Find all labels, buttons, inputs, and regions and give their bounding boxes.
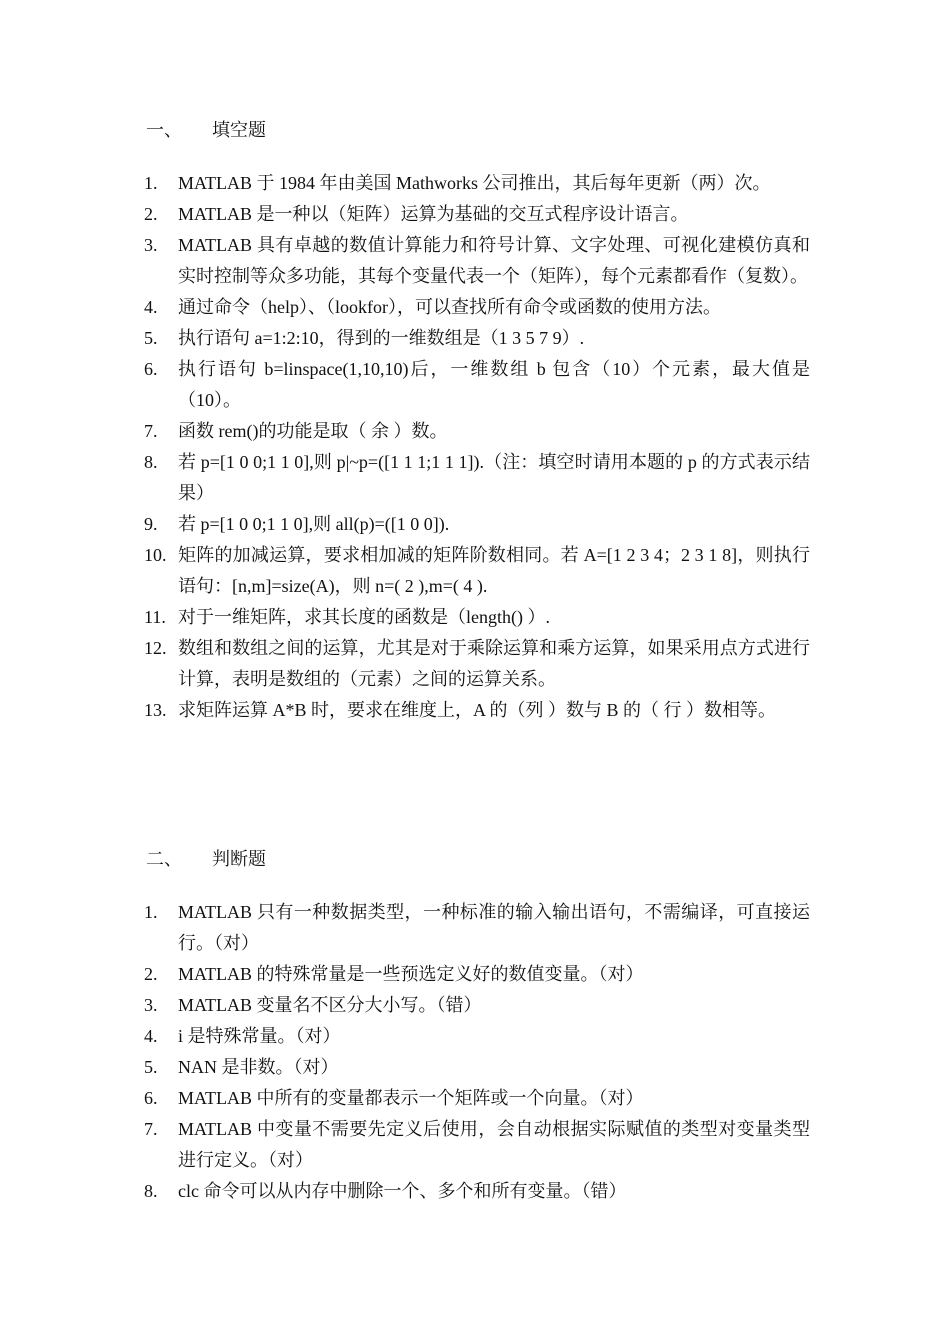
item-text: MATLAB 中变量不需要先定义后使用，会自动根据实际赋值的类型对变量类型进行定义。（对）: [178, 1119, 810, 1170]
list-item: [140, 602, 810, 633]
list-item: [140, 695, 810, 726]
list-item: [140, 1114, 810, 1176]
list-item: [140, 416, 810, 447]
item-text: 矩阵的加减运算，要求相加减的矩阵阶数相同。若 A=[1 2 3 4；2 3 1 8]，则执行语句：[n,m]=size(A)，则 n=( 2 ),m=( 4 ).: [178, 545, 810, 596]
section-title: 判断题: [212, 849, 266, 869]
list-item: [140, 323, 810, 354]
item-number: 8.: [144, 452, 158, 472]
item-number: 6.: [144, 359, 158, 379]
list-item: [140, 990, 810, 1021]
list-item: [140, 540, 810, 602]
item-number: 2.: [144, 964, 158, 984]
item-text: 若 p=[1 0 0;1 1 0],则 all(p)=([1 0 0]).: [178, 514, 450, 534]
item-text: clc 命令可以从内存中删除一个、多个和所有变量。（错）: [178, 1181, 627, 1201]
list-item: [140, 897, 810, 959]
section-heading-fill-in: [146, 119, 266, 141]
item-text: 对于一维矩阵，求其长度的函数是（length() ）.: [178, 607, 550, 627]
item-text: 若 p=[1 0 0;1 1 0],则 p|~p=([1 1 1;1 1 1]).（注：填空时请用本题的 p 的方式表示结果）: [178, 452, 810, 503]
item-number: 10.: [144, 545, 167, 565]
item-number: 3.: [144, 235, 158, 255]
item-number: 3.: [144, 995, 158, 1015]
item-text: MATLAB 只有一种数据类型，一种标准的输入输出语句，不需编译，可直接运行。（对）: [178, 902, 810, 953]
item-number: 7.: [144, 1119, 158, 1139]
item-number: 1.: [144, 902, 158, 922]
item-text: 数组和数组之间的运算，尤其是对于乘除运算和乘方运算，如果采用点方式进行计算，表明是数组的（元素）之间的运算关系。: [178, 638, 810, 689]
list-item: [140, 1052, 810, 1083]
list-item: [140, 1176, 810, 1207]
item-number: 9.: [144, 514, 158, 534]
section-number: 一、: [146, 120, 182, 140]
section-number: 二、: [146, 849, 182, 869]
item-text: 执行语句 a=1:2:10，得到的一维数组是（1 3 5 7 9）.: [178, 328, 585, 348]
list-item: [140, 230, 810, 292]
item-number: 1.: [144, 173, 158, 193]
item-number: 4.: [144, 1026, 158, 1046]
item-number: 8.: [144, 1181, 158, 1201]
item-number: 12.: [144, 638, 167, 658]
list-item: [140, 1021, 810, 1052]
list-item: [140, 292, 810, 323]
item-text: MATLAB 中所有的变量都表示一个矩阵或一个向量。（对）: [178, 1088, 644, 1108]
item-text: MATLAB 是一种以（矩阵）运算为基础的交互式程序设计语言。: [178, 204, 689, 224]
list-item: [140, 633, 810, 695]
item-number: 6.: [144, 1088, 158, 1108]
item-text: NAN 是非数。（对）: [178, 1057, 339, 1077]
item-number: 2.: [144, 204, 158, 224]
item-text: 通过命令（help）、（lookfor），可以查找所有命令或函数的使用方法。: [178, 297, 721, 317]
item-text: 执行语句 b=linspace(1,10,10)后，一维数组 b 包含（10）个元素，最大值是（10）。: [178, 359, 810, 410]
list-item: [140, 959, 810, 990]
item-text: 求矩阵运算 A*B 时，要求在维度上，A 的（列 ）数与 B 的（ 行 ）数相等。: [178, 700, 777, 720]
item-number: 7.: [144, 421, 158, 441]
item-text: MATLAB 具有卓越的数值计算能力和符号计算、文字处理、可视化建模仿真和实时控制等众多功能，其每个变量代表一个（矩阵），每个元素都看作（复数）。: [178, 235, 810, 286]
item-text: MATLAB 于 1984 年由美国 Mathworks 公司推出，其后每年更新（两）次。: [178, 173, 771, 193]
list-item: [140, 199, 810, 230]
item-text: i 是特殊常量。（对）: [178, 1026, 341, 1046]
item-number: 13.: [144, 700, 167, 720]
item-text: MATLAB 变量名不区分大小写。（错）: [178, 995, 482, 1015]
item-text: MATLAB 的特殊常量是一些预选定义好的数值变量。（对）: [178, 964, 644, 984]
item-number: 5.: [144, 1057, 158, 1077]
section-heading-true-false: [146, 848, 266, 870]
list-item: [140, 354, 810, 416]
list-item: [140, 1083, 810, 1114]
fill-in-question-list: [140, 168, 810, 726]
true-false-question-list: [140, 897, 810, 1207]
list-item: [140, 447, 810, 509]
item-number: 4.: [144, 297, 158, 317]
list-item: [140, 509, 810, 540]
item-number: 11.: [144, 607, 166, 627]
item-number: 5.: [144, 328, 158, 348]
item-text: 函数 rem()的功能是取（ 余 ）数。: [178, 421, 448, 441]
list-item: [140, 168, 810, 199]
section-title: 填空题: [212, 120, 266, 140]
